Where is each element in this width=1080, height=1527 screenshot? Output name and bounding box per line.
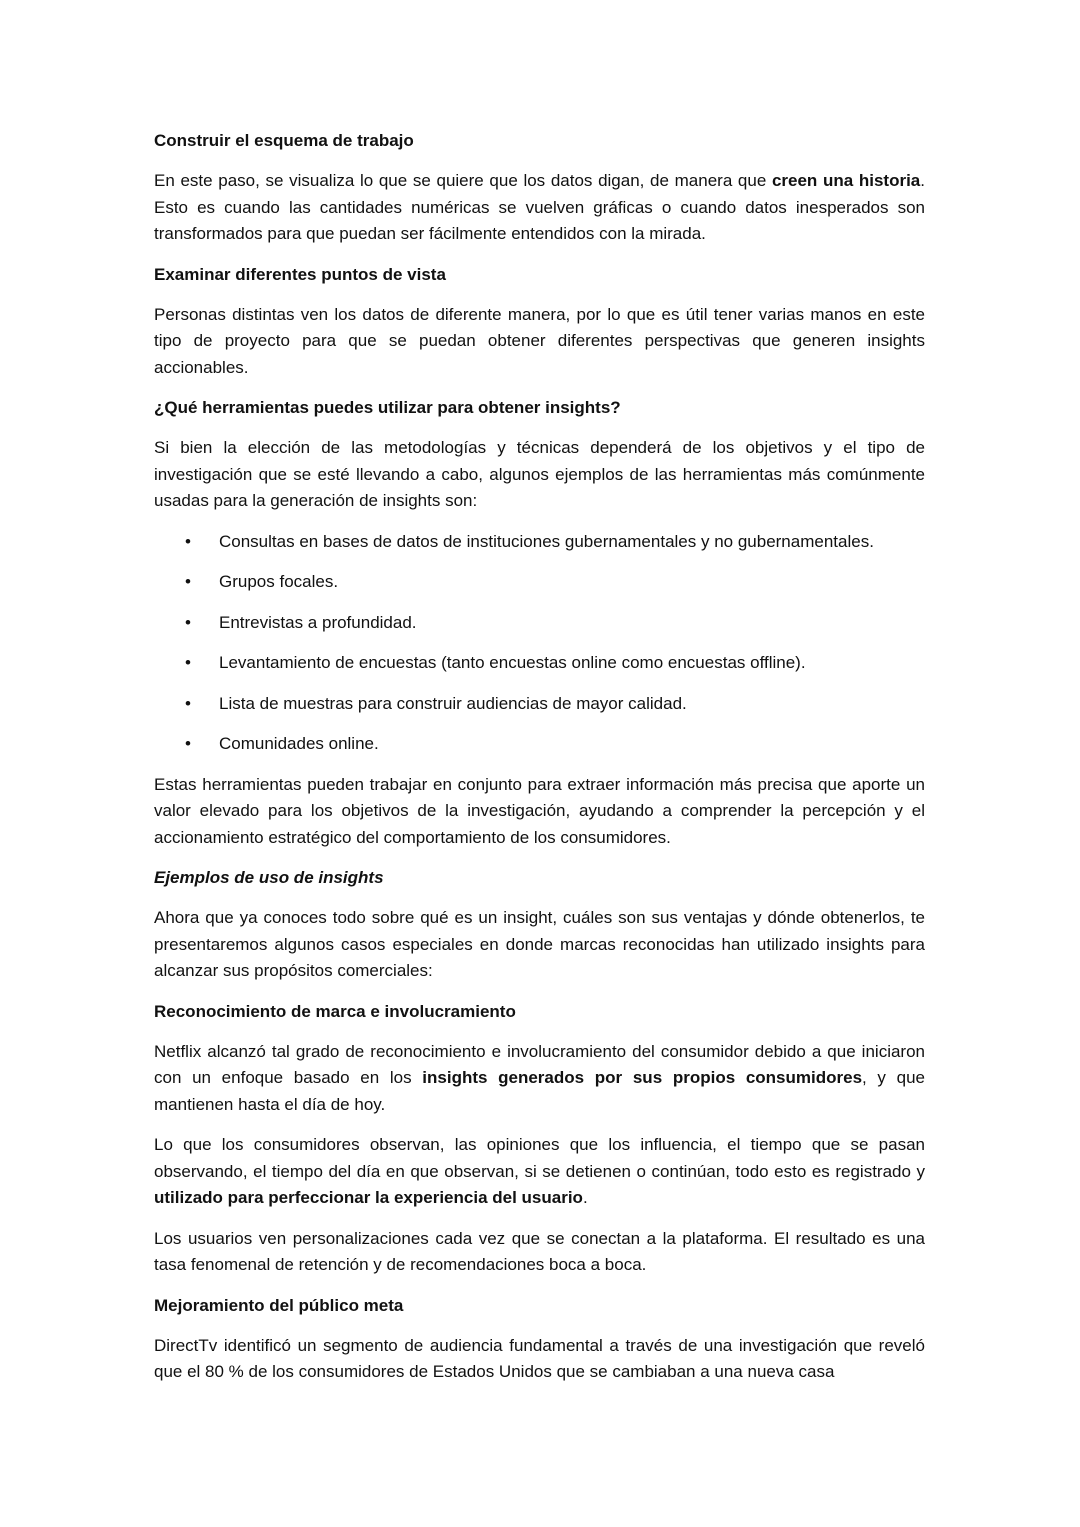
text-run: , y que mantienen hasta el día de hoy. <box>154 1068 925 1114</box>
bullet-icon: • <box>185 653 191 672</box>
text-run: . Esto es cuando las cantidades numéricas se vuelven gráficas o cuando datos inesperados son transformados para que puedan ser fácilmente entendidos con la mirada. <box>154 171 925 243</box>
paragraph-ejemplos: Ahora que ya conoces todo sobre qué es un insight, cuáles son sus ventajas y dónde obtenerlos, te presentaremos algunos casos especiales en donde marcas reconocidas han utilizado insights para alcanzar sus propósitos comerciales: <box>154 908 925 980</box>
list-item <box>154 650 925 676</box>
heading-publico-meta: Mejoramiento del público meta <box>154 1295 404 1315</box>
paragraph-consumidores-observan <box>154 1132 925 1212</box>
list-item-text: Consultas en bases de datos de instituciones gubernamentales y no gubernamentales. <box>219 531 874 551</box>
list-item <box>154 731 925 757</box>
paragraph-personalizaciones: Los usuarios ven personalizaciones cada vez que se conectan a la plataforma. El resultado es una tasa fenomenal de retención y de recomendaciones boca a boca. <box>154 1228 925 1274</box>
paragraph-puntos-de-vista: Personas distintas ven los datos de diferente manera, por lo que es útil tener varias manos en este tipo de proyecto para que se puedan obtener diferentes perspectivas que generen insights accionables. <box>154 304 925 377</box>
bullet-icon: • <box>185 693 191 713</box>
heading-herramientas: ¿Qué herramientas puedes utilizar para obtener insights? <box>154 398 621 417</box>
paragraph-herramientas-conjunto: Estas herramientas pueden trabajar en conjunto para extraer información más precisa que aporte un valor elevado para los objetivos de la investigación, ayudando a comprender la percepción y el accionamiento estratégico del comportamiento de los consumidores. <box>154 774 925 847</box>
list-item-text: Comunidades online. <box>219 734 379 753</box>
heading-reconocimiento-marca: Reconocimiento de marca e involucramiento <box>154 1001 516 1021</box>
text-run: Lo que los consumidores observan, las opiniones que los influencia, el tiempo que se pasan observando, el tiempo del día en que observan, si se detienen o continúan, todo esto es registrado y <box>154 1135 925 1181</box>
list-item-text: Entrevistas a profundidad. <box>219 612 417 632</box>
text-run: Netflix alcanzó tal grado de reconocimiento e involucramiento del consumidor debido a que iniciaron con un enfoque basado en los <box>154 1041 925 1087</box>
text-run: En este paso, se visualiza lo que se quiere que los datos digan, de manera que <box>154 171 772 190</box>
list-item <box>154 610 925 636</box>
list-item <box>154 529 925 555</box>
list-item-text: Levantamiento de encuestas (tanto encuestas online como encuestas offline). <box>219 653 806 672</box>
text-run: . <box>582 1188 588 1207</box>
bold-text-run: insights generados por sus propios consumidores <box>422 1068 863 1087</box>
paragraph-herramientas-intro: Si bien la elección de las metodologías y técnicas dependerá de los objetivos y el tipo de investigación que se esté llevando a cabo, algunos ejemplos de las herramientas más comúnmente usadas para la generación de insights son: <box>154 438 925 510</box>
bullet-icon: • <box>185 531 191 551</box>
list-item <box>154 569 925 595</box>
heading-construir-esquema: Construir el esquema de trabajo <box>154 131 414 150</box>
bullet-icon: • <box>185 612 191 632</box>
bold-text-run: creen una historia <box>771 171 921 190</box>
heading-ejemplos: Ejemplos de uso de insights <box>154 868 384 887</box>
bullet-icon: • <box>185 734 191 753</box>
paragraph-directtv: DirectTv identificó un segmento de audiencia fundamental a través de una investigación que reveló que el 80 % de los consumidores de Estados Unidos que se cambiaban a una nueva casa <box>154 1335 925 1381</box>
bullet-icon: • <box>185 572 191 591</box>
paragraph-netflix <box>154 1039 925 1119</box>
bold-text-run: utilizado para perfeccionar la experiencia del usuario <box>154 1188 583 1207</box>
heading-puntos-de-vista: Examinar diferentes puntos de vista <box>154 264 446 284</box>
list-item <box>154 691 925 717</box>
list-item-text: Grupos focales. <box>219 572 339 591</box>
paragraph-esquema <box>154 168 925 248</box>
tools-list <box>154 529 925 758</box>
list-item-text: Lista de muestras para construir audiencias de mayor calidad. <box>219 693 687 713</box>
